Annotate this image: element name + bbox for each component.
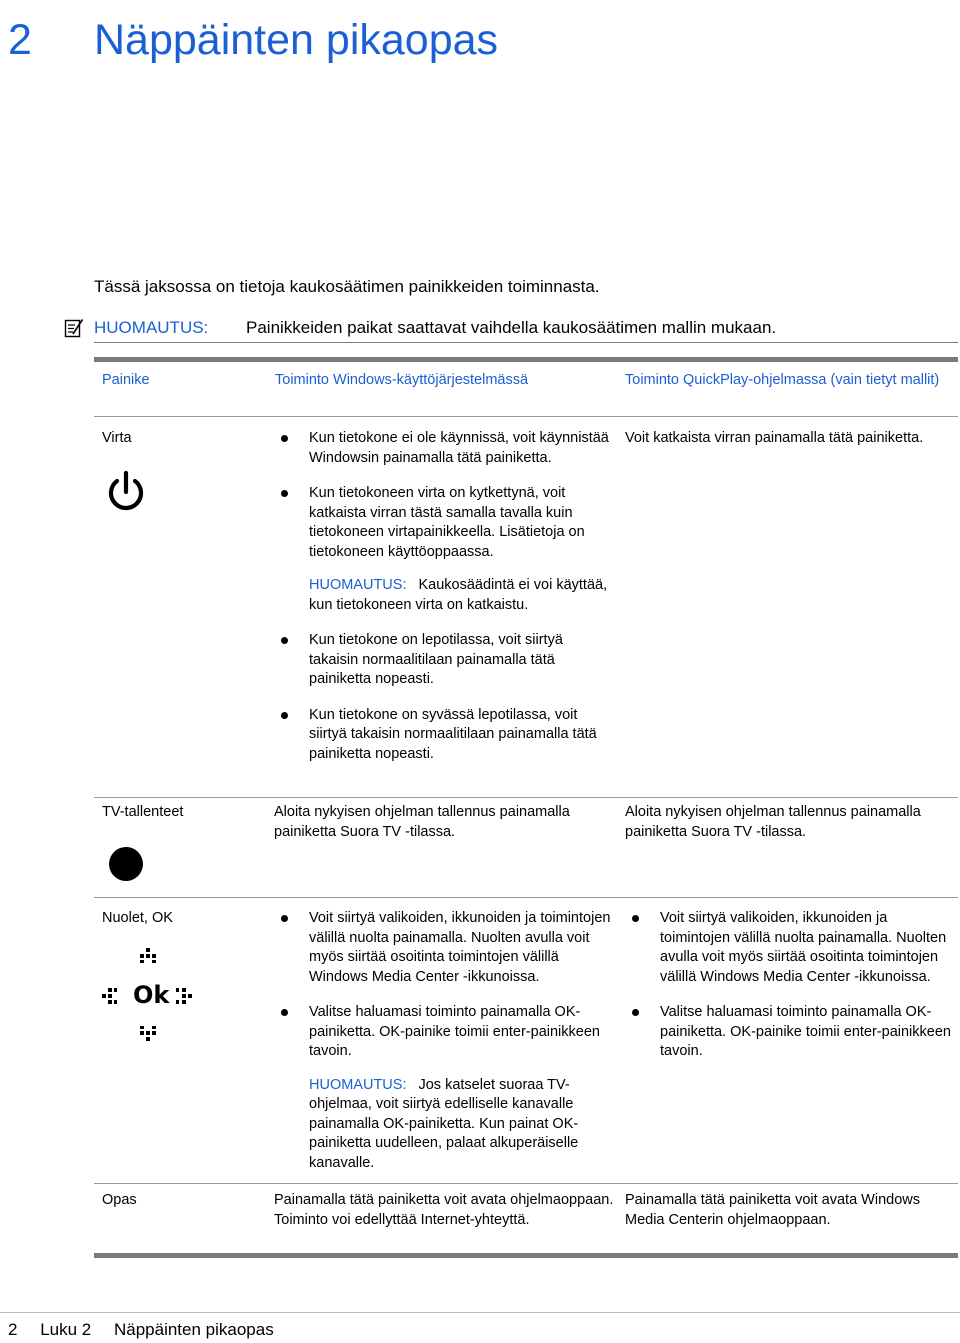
power-icon [104, 470, 148, 514]
list-item: Voit siirtyä valikoiden, ikkunoiden ja toimintojen välillä nuolta painamalla. Nuolten avulla voit myös siirtää osoitinta toimintojen välillä Windows Media Center -ikkunoissa. [274, 909, 614, 987]
table-bottom-rule [94, 1253, 958, 1258]
row-nuolet-windows [274, 909, 614, 1189]
list-item: Valitse haluamasi toiminto painamalla OK-painiketta. OK-painike toimii enter-painikkeen tavoin. [625, 1003, 955, 1062]
row-nuolet-name: Nuolet, OK [102, 910, 173, 926]
row-nuolet-quickplay [625, 909, 955, 1078]
page-number: 2 [8, 1320, 18, 1339]
arrows-ok-icon [100, 944, 200, 1044]
row-virta-quickplay: Voit katkaista virran painamalla tätä painiketta. [625, 430, 924, 446]
row-virta-name: Virta [102, 430, 132, 446]
footer-chapter-label: Luku 2 [40, 1320, 92, 1339]
row-virta-windows [274, 429, 614, 780]
list-item: Kun tietokone on syvässä lepotilassa, voit siirtyä takaisin normaalitilaan painamalla tätä painiketta nopeasti. [274, 706, 614, 765]
chapter-heading [8, 14, 498, 66]
note-label: HUOMAUTUS: [309, 1076, 407, 1093]
header-button: Painike [102, 372, 150, 388]
row-nuolet-note [309, 1076, 614, 1174]
note-text: Painikkeiden paikat saattavat vaihdella kaukosäätimen mallin mukaan. [246, 318, 777, 337]
header-quickplay: Toiminto QuickPlay-ohjelmassa (vain tietyt mallit) [625, 372, 940, 388]
ok-label: Ok [133, 981, 170, 1009]
list-item: Voit siirtyä valikoiden, ikkunoiden ja toimintojen välillä nuolta painamalla. Nuolten avulla voit myös siirtää osoitinta toimintojen välillä Windows Media Center -ikkunoissa. [625, 909, 955, 987]
note-icon [64, 318, 84, 338]
row-divider [94, 897, 958, 898]
note-text: Kaukosäädintä ei voi käyttää, kun tietokoneen virta on katkaistu. [309, 577, 608, 613]
row-opas-windows: Painamalla tätä painiketta voit avata ohjelmaoppaan. Toiminto voi edellyttää Internet-yhteyttä. [274, 1192, 614, 1228]
chapter-number: 2 [8, 16, 32, 64]
note-divider [94, 342, 958, 343]
intro-text: Tässä jaksossa on tietoja kaukosäätimen painikkeiden toiminnasta. [94, 277, 600, 296]
row-tv-quickplay: Aloita nykyisen ohjelman tallennus painamalla painiketta Suora TV -tilassa. [625, 804, 921, 840]
chapter-title: Näppäinten pikaopas [94, 16, 499, 64]
row-virta-note [309, 576, 614, 615]
row-tv-name: TV-tallenteet [102, 804, 184, 820]
note-text: Jos katselet suoraa TV-ohjelmaa, voit siirtyä edelliselle kanavalle painamalla OK-painiketta. Kun painat OK-painiketta uudelleen, palaat alkuperäiselle kanavalle. [309, 1076, 579, 1171]
footer-chapter-title: Näppäinten pikaopas [113, 1320, 274, 1339]
row-divider [94, 797, 958, 798]
table-top-rule [94, 357, 958, 362]
footer-divider [0, 1312, 960, 1313]
list-item: Valitse haluamasi toiminto painamalla OK-painiketta. OK-painike toimii enter-painikkeen tavoin. [274, 1003, 614, 1062]
list-item: Kun tietokone ei ole käynnissä, voit käynnistää Windowsin painamalla tätä painiketta. [274, 429, 614, 468]
row-divider [94, 1183, 958, 1184]
header-windows: Toiminto Windows-käyttöjärjestelmässä [275, 372, 529, 388]
list-item: Kun tietokoneen virta on kytkettynä, voit katkaista virran tästä samalla tavalla kuin tietokoneen virtapainikkeella. Lisätietoja on tietokoneen käyttöoppaassa. [274, 484, 614, 562]
header-divider [94, 416, 958, 417]
row-tv-windows: Aloita nykyisen ohjelman tallennus painamalla painiketta Suora TV -tilassa. [274, 804, 570, 840]
row-opas-quickplay: Painamalla tätä painiketta voit avata Windows Media Centerin ohjelmaoppaan. [625, 1192, 920, 1228]
note-label: HUOMAUTUS: [309, 577, 407, 593]
row-opas-name: Opas [102, 1192, 137, 1208]
note-label: HUOMAUTUS: [94, 318, 209, 337]
page-footer [8, 1320, 292, 1340]
list-item: Kun tietokone on lepotilassa, voit siirtyä takaisin normaalitilaan painamalla tätä painiketta nopeasti. [274, 631, 614, 690]
record-icon [108, 846, 144, 882]
